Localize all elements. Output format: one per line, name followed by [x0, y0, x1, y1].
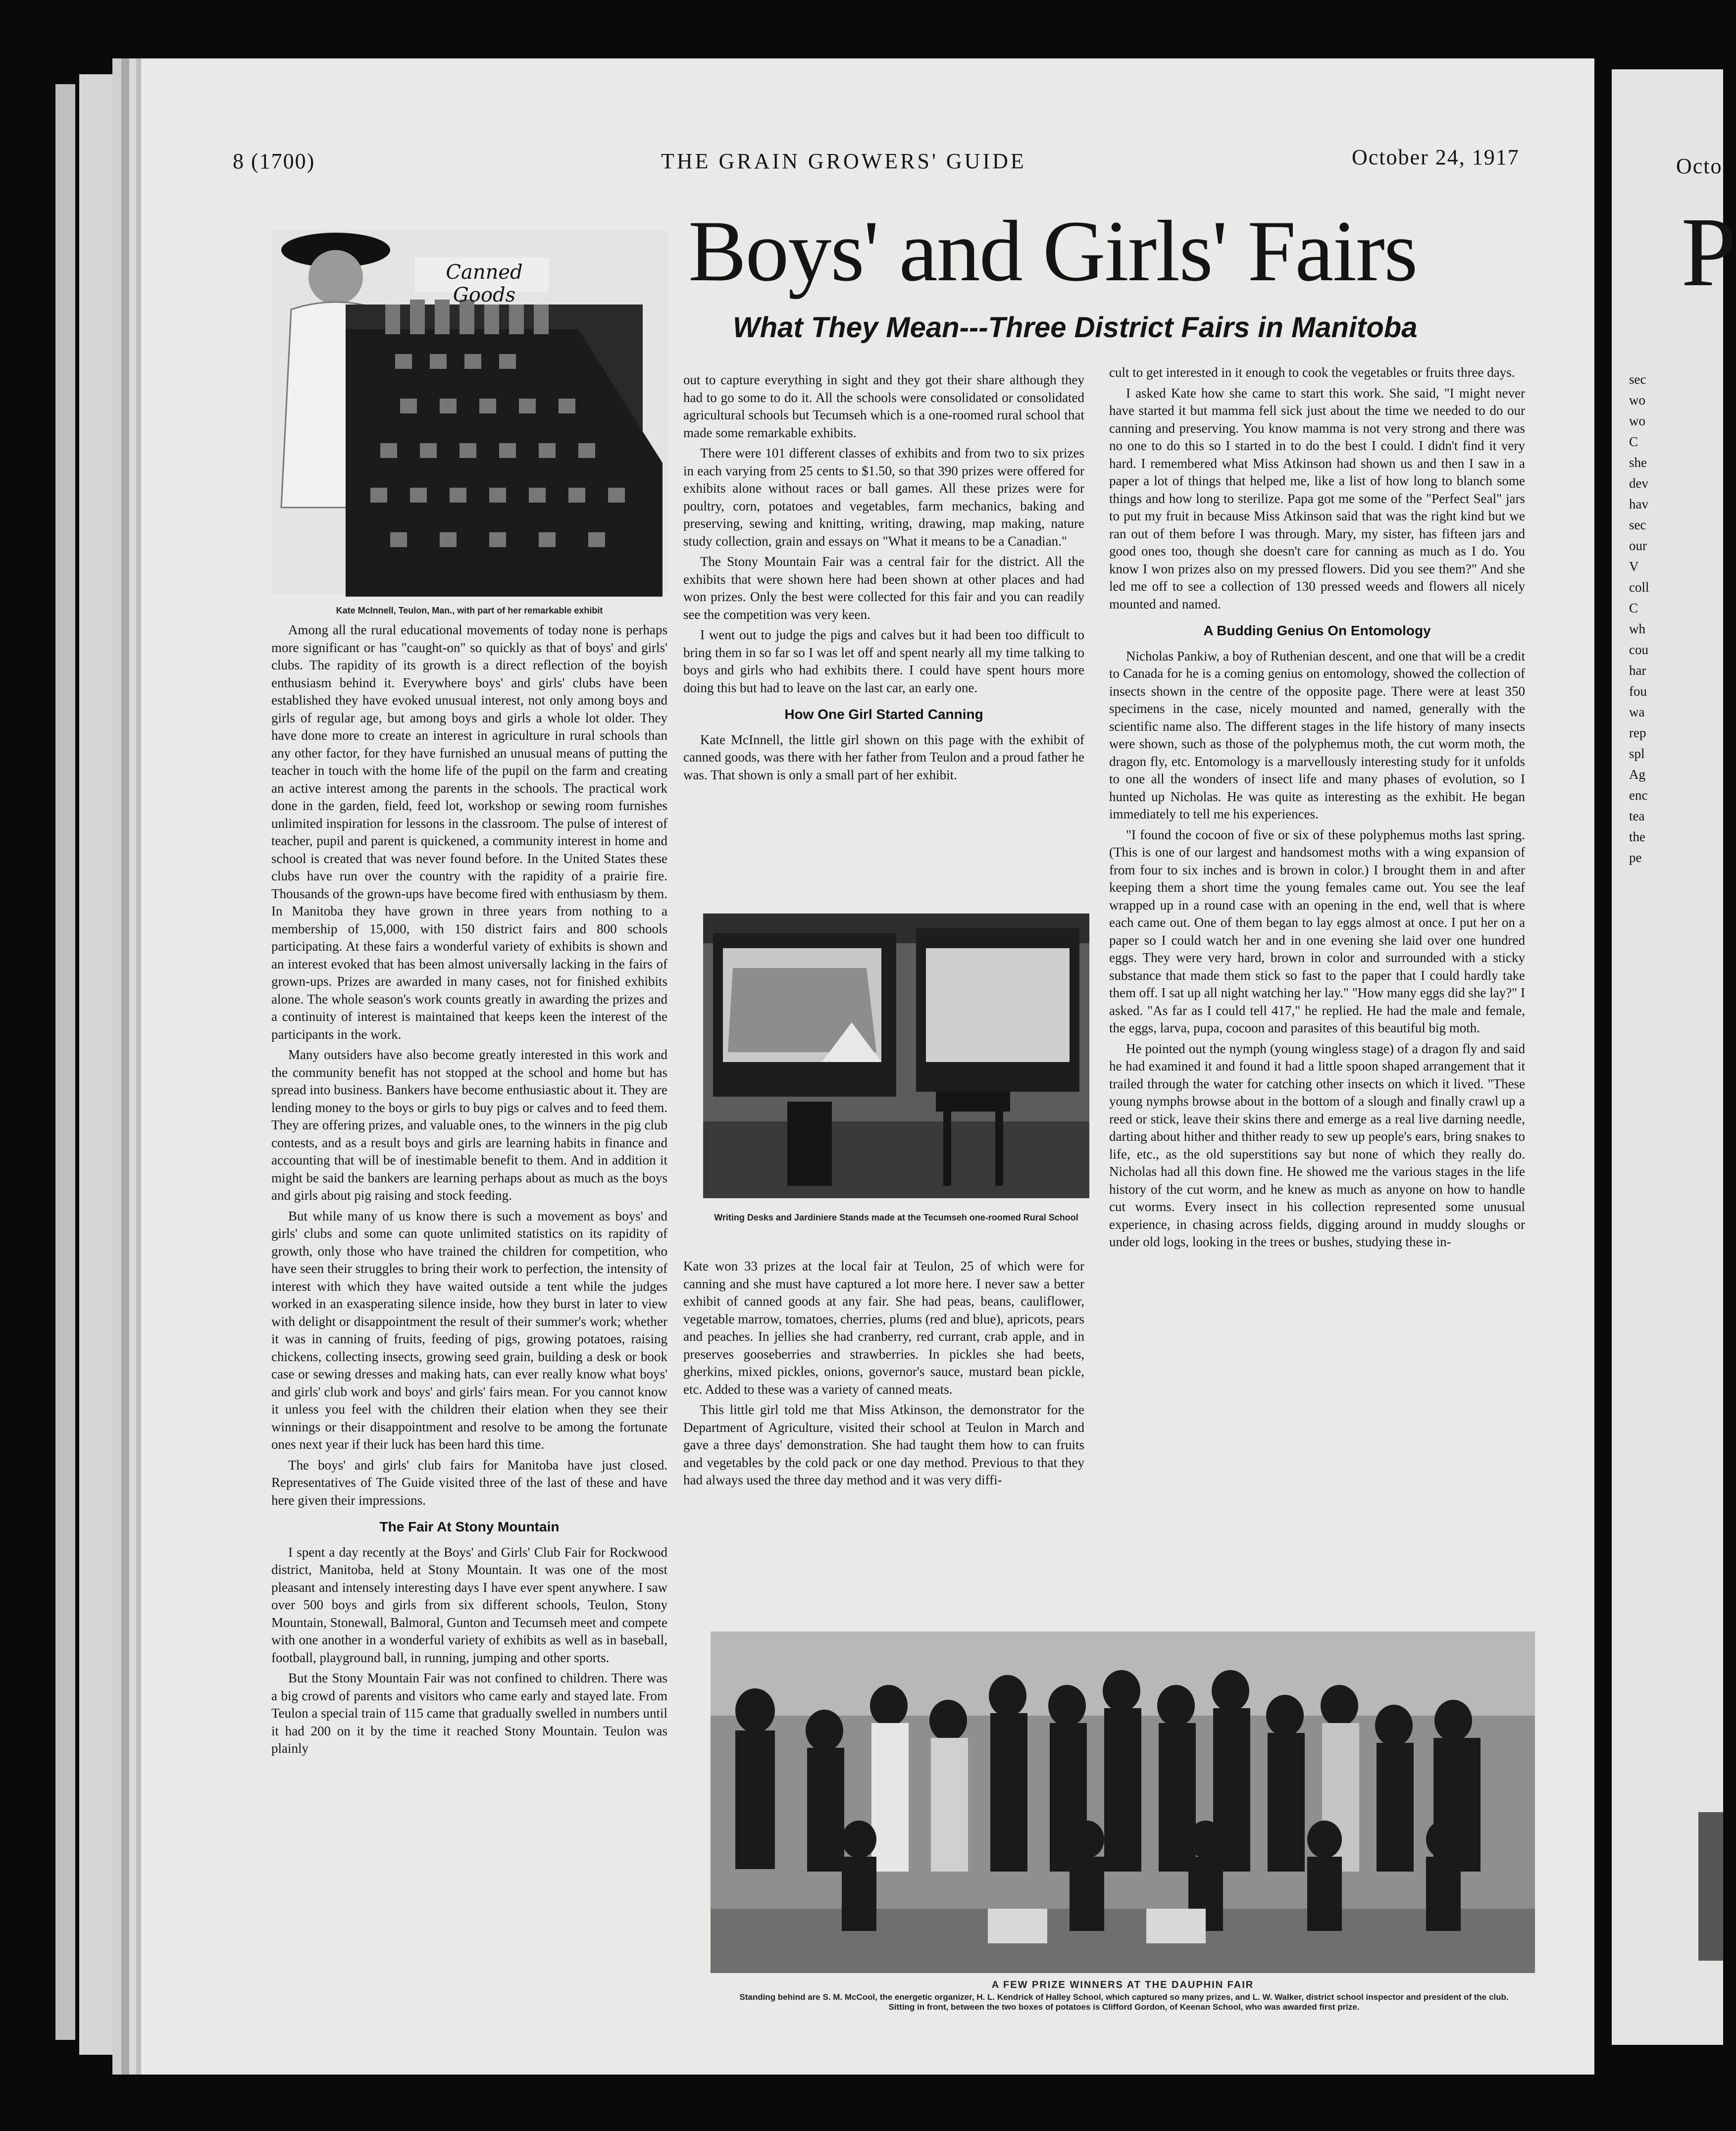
article-subtitle: What They Mean---Three District Fairs in Manitoba	[733, 311, 1418, 344]
fragment: C	[1629, 434, 1638, 449]
canned-goods-sign: Canned Goods	[446, 261, 523, 306]
next-page-fragments	[1629, 369, 1649, 868]
fragment: hav	[1629, 497, 1648, 511]
fragment: wo	[1629, 413, 1645, 428]
next-page-edge	[1612, 69, 1723, 2045]
fragment: pe	[1629, 850, 1642, 865]
fragment: enc	[1629, 788, 1648, 803]
paragraph: He pointed out the nymph (young wingless stage) of a dragon fly and said he had examined it and found it had a little spoon shaped arrangement that it trailed through the water for catching other insects on which it lived. "These young nymphs browse about in the bottom of a slough and finally crawl up a reed or stick, leave their skins there and emerge as a real live darning needle, darting about hither and thither ready to sew up people's ears, bring snakes to life, etc., as the old superstitions say but none of which they really do. Nicholas had all this down fine. He showed me the various stages in the life history of the cut worm, and he knew as much as anyone on how to handle cut worms. Every insect in his collection represented some unusual experience, in chasing across fields, digging around in muddy sloughs or under old logs, looking in the trees or bushes, studying these in-	[1109, 1041, 1525, 1249]
paragraph: I spent a day recently at the Boys' and Girls' Club Fair for Rockwood district, Manitoba, held at Stony Mountain. It was one of the most pleasant and intensely interesting days I have ever spent anywhere. I saw over 500 boys and girls from six different schools, Teulon, Stony Mountain, Stonewall, Balmoral, Gunton and Tecumseh meet and compete with one another in a wonderful variety of exhibits as well as in baseball, football, playground ball, in running, jumping and other sports.	[271, 1544, 667, 1665]
column-2-continued	[683, 1258, 1084, 1492]
photo-prize-winners	[711, 1631, 1535, 1973]
next-page-big-letter: P	[1681, 198, 1736, 307]
paragraph: Kate won 33 prizes at the local fair at Teulon, 25 of which were for canning and she must have captured a lot more here. I never saw a better exhibit of canned goods at any fair. She had peas, beans, cauliflower, vegetable marrow, tomatoes, cherries, plums (red and blue), apricots, pears and peaches. In jellies she had cranberry, red currant, crab apple, and in preserves gooseberries and strawberries. In pickles she had beets, gherkins, mixed pickles, onions, governor's sauce, mustard bean pickle, etc. Added to these was a variety of canned meats.	[683, 1259, 1084, 1397]
paragraph: I asked Kate how she came to start this work. She said, "I might never have started it but mamma fell sick just about the time we needed to do our canning and preserving. You know mamma is not very strong and there was no one to do this so I started in to do the best I could. I didn't find it very hard. I remembered what Miss Atkinson had shown us and then I saw in a paper a lot of things that helped me, like a list of how long to blanch some things and how long to sterilize. Papa got me some of the "Perfect Seal" jars to put my fruit in because Miss Atkinson said that was the right kind but we ran out of them before I was through. Mary, my sister, has fifteen jars and good ones too, though she doesn't care for canning as much as I do. You know I won prizes also on my pressed flowers. Did you see them?" And she led me off to see a collection of 130 pressed weeds and flowers all nicely mounted and named.	[1109, 385, 1525, 611]
paragraph: Nicholas Pankiw, a boy of Ruthenian descent, and one that will be a credit to Canada for he is a coming genius on entomology, showed the collection of insects shown in the centre of the opposite page. There were at least 350 specimens in the case, nicely mounted and named, generally with the scientific name also. The different stages in the life history of many insects were shown, such as those of the polyphemus moth, the cut worm moth, the dragon fly, etc. Entomology is a marvellously interesting study for it unfolds to one all the wonders of insect life and many phases of evolution, so I hunted up Nicholas. He was quite as interesting as the exhibit. He began immediately to tell me his experiences.	[1109, 648, 1525, 821]
fragment: wa	[1629, 705, 1645, 719]
page-number: 8 (1700)	[233, 149, 315, 173]
fragment: sec	[1629, 372, 1646, 387]
binding-edge	[55, 84, 75, 2040]
next-page-date: Octo	[1676, 154, 1723, 178]
paragraph: cult to get interested in it enough to cook the vegetables or fruits three days.	[1109, 365, 1515, 380]
fragment: sec	[1629, 517, 1646, 532]
paragraph: "I found the cocoon of five or six of these polyphemus moths last spring. (This is one of our largest and handsomest moths with a wing expansion of from four to six inches and is brown in color.) I brought them in and after keeping them a short time the young females came out. You see the leaf wrapped up in a round case with an opening in the end, well that is where each came out. One of them began to lay eggs almost at once. I put her on a paper so I could watch her and in one evening she laid over one hundred eggs. They were very hard, brown in color and surrounded with a sticky substance that made them stick so fast to the paper that I could hardly take them off. I sat up all night watching her lay." "How many eggs did she lay?" I asked. "As far as I could tell 417," he replied. He had the male and female, the eggs, larva, pupa, cocoon and parasites of this beautiful big moth.	[1109, 827, 1525, 1035]
publication-name: THE GRAIN GROWERS' GUIDE	[661, 149, 1026, 173]
fragment: wh	[1629, 621, 1645, 636]
section-heading: How One Girl Started Canning	[784, 707, 983, 722]
photo-caption-title-prize-winners: A FEW PRIZE WINNERS AT THE DAUPHIN FAIR	[991, 1979, 1254, 1990]
fragment: dev	[1629, 476, 1648, 491]
photo-caption-writing-desks: Writing Desks and Jardiniere Stands made at the Tecumseh one-roomed Rural School	[714, 1213, 1078, 1222]
fragment: coll	[1629, 580, 1649, 595]
paragraph: But while many of us know there is such a movement as boys' and girls' clubs and some can quote unlimited statistics on its rapidity of growth, only those who have trained the children for competition, who have seen their struggles to bring their work to perfection, the intensity of interest with which they have waited outside a tent while the judges worked in an exasperating silence inside, how they burst in later to view with delight or disappointment the result of their summer's work; whether it was in canning of fruits, feeding of pigs, growing potatoes, raising chickens, collecting insects, growing seed grain, building a desk or book case or sewing dresses and making hats, can ever really know what boys' and girls' club work and boys' and girls' fairs mean. For you cannot know it unless you feel with the children their elation when they see their winnings or their disappointment and resolve to be among the fortunate ones next year if their luck has been hard this time.	[271, 1208, 667, 1452]
issue-date: October 24, 1917	[1352, 145, 1520, 169]
fragment: tea	[1629, 809, 1645, 823]
section-heading: The Fair At Stony Mountain	[379, 1519, 560, 1534]
photo-caption-prize-winners: Standing behind are S. M. McCool, the energetic organizer, H. L. Kendrick of Halley School, which captured so many prizes, and L. W. Walker, district school inspector and president of the club. Sitting in front, between the two boxes of potatoes is Clifford Gordon, of Keenan School, who was awarded first prize.	[739, 1992, 1509, 2012]
fragment: wo	[1629, 393, 1645, 407]
section-heading: A Budding Genius On Entomology	[1203, 623, 1431, 638]
article-title: Boys' and Girls' Fairs	[688, 203, 1417, 300]
column-3	[1109, 364, 1525, 1254]
paragraph: The Stony Mountain Fair was a central fair for the district. All the exhibits that were shown here had been shown at other places and had won prizes. Only the best were collected for this fair and you can readily see the competition was very keen.	[683, 554, 1084, 622]
fragment: Ag	[1629, 767, 1645, 782]
paragraph: There were 101 different classes of exhibits and from two to six prizes in each varying from 25 cents to $1.50, so that 390 prizes were offered for exhibits alone without races or ball games. All these prizes were for poultry, corn, potatoes and vegetables, farm mechanics, baking and preserving, sewing and knitting, writing, drawing, map making, nature study collection, grain and essays on "What it means to be a Canadian."	[683, 446, 1084, 549]
photo-caption-canned-goods: Kate McInnell, Teulon, Man., with part of her remarkable exhibit	[336, 606, 603, 615]
fragment: our	[1629, 538, 1647, 553]
fragment: cou	[1629, 642, 1648, 657]
photo-writing-desks	[703, 913, 1089, 1198]
fragment: C	[1629, 601, 1638, 615]
fragment: spl	[1629, 746, 1645, 761]
next-page-photo-fragment	[1698, 1812, 1723, 1961]
fragment: the	[1629, 829, 1645, 844]
binding-edge-2	[79, 74, 114, 2055]
paragraph: I went out to judge the pigs and calves but it had been too difficult to bring them in so far so I was let off and spent nearly all my time talking to boys and girls who had exhibits there. I could have spent hours more doing this but had to leave on the last car, an early one.	[683, 627, 1084, 695]
fragment: rep	[1629, 725, 1646, 740]
paragraph: Many outsiders have also become greatly interested in this work and the community benefit has not stopped at the school and home but has spread into business. Bankers have become enthusiastic about it. They are lending money to the boys or girls to buy pigs or calves and to feed them. They are offering prizes, and valuable ones, to the winners in the pig club contests, and as a result boys and girls are learning habits in finance and accounting that will be of inestimable benefit to them. And in addition it might be said the bankers are learning perhaps about as much as the boys and girls about pig raising and stock feeding.	[271, 1047, 667, 1203]
fragment: she	[1629, 455, 1647, 470]
column-2	[683, 371, 1084, 787]
paragraph: Kate McInnell, the little girl shown on this page with the exhibit of canned goods, was there with her father from Teulon and a proud father he was. That shown is only a small part of her exhibit.	[683, 732, 1084, 782]
paragraph: This little girl told me that Miss Atkinson, the demonstrator for the Department of Agriculture, visited their school at Teulon in March and gave a three days' demonstration. She had taught them how to can fruits and vegetables by the cold pack or one day method. Previous to that they had always used the three day method and it was very diffi-	[683, 1402, 1084, 1487]
fragment: fou	[1629, 684, 1647, 699]
fragment: V	[1629, 559, 1639, 574]
column-1	[271, 621, 667, 1761]
fragment: har	[1629, 663, 1646, 678]
paragraph: But the Stony Mountain Fair was not confined to children. There was a big crowd of parents and visitors who came early and stayed late. From Teulon a special train of 115 came that gradually swelled in numbers until it had 200 on it by the time it reached Stony Mountain. Teulon was plainly	[271, 1671, 667, 1756]
paragraph: out to capture everything in sight and they got their share although they had to go some to do it. All the schools were consolidated or consolidated agricultural schools but Tecumseh which is a one-roomed rural school that made some remarkable exhibits.	[683, 372, 1084, 440]
paragraph: Among all the rural educational movements of today none is perhaps more significant or has "caught-on" so quickly as that of boys' and girls' clubs. The rapidity of its growth is a direct reflection of the boyish enthusiasm behind it. Everywhere boys' and girls' clubs have been established they have evoked unusual interest, not only among boys and girls of regular age, but among boys and girls a whole lot older. They have done more to create an interest in agriculture in rural schools than any other factor, for they have furnished an unusual means of putting the teacher in touch with the home life of the pupil on the farm and creating an active interest among the parents in the schools. The practical work done in the garden, field, feed lot, workshop or sewing room furnishes unlimited inspiration for lessons in the classroom. The pulse of interest of teacher, pupil and parent is quickened, a community interest in home and school is created that was never found before. In the United States these clubs have run over the country with the rapidity of a prairie fire. Thousands of the grown-ups have become fired with enthusiasm by them. In Manitoba they have grown in three years from nothing to a membership of 15,000, with 150 district fairs and 800 schools participating. At these fairs a wonderful variety of exhibits is shown and an interest evoked that has been almost universally lacking in the fairs of grown-ups. Prizes are awarded in many cases, not for finished exhibits alone. The whole season's work counts greatly in awarding the prizes and a continuity of interest is maintained that keeps keen the interest of the participants in the work.	[271, 622, 667, 1042]
paragraph: The boys' and girls' club fairs for Manitoba have just closed. Representatives of The Guide visited three of the last of these and have here given their impressions.	[271, 1457, 667, 1508]
photo-canned-goods	[271, 230, 667, 594]
